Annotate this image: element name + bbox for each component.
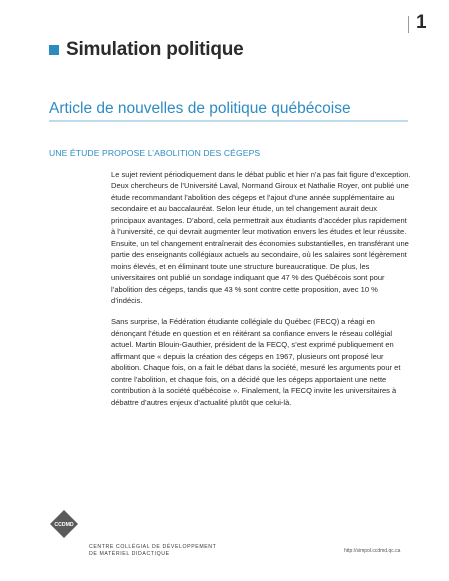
ccdmd-logo-icon — [50, 510, 78, 538]
section-heading: Article de nouvelles de politique québécoise — [49, 100, 351, 117]
logo-text: CCDMD — [54, 521, 74, 528]
page-title: Simulation politique — [66, 39, 244, 60]
section-divider — [49, 120, 408, 122]
article-body — [111, 169, 411, 408]
article-paragraph-2: Sans surprise, la Fédération étudiante collégiale du Québec (FECQ) a réagi en dénonçant l’étude en question et en réitérant sa confiance envers le réseau collégial actuel. Martin Blouin-Gauthier, président de la FECQ, s’est exprimé publiquement en affirmant que « depuis la création des cégeps en 1967, plusieurs ont proposé leur abolition. Chaque fois, on a fait le débat dans la société, mesuré les arguments pour et contre l’abolition, et chaque fois, on a décidé que les cégeps apportaient une nette contribution à la société québécoise ». Finalement, la FECQ invite les universitaires à débattre d’autres enjeux d’actualité plutôt que celui-là. — [111, 317, 401, 407]
organization-name-line-2: DE MATÉRIEL DIDACTIQUE — [89, 550, 170, 557]
article-paragraph-1: Le sujet revient périodiquement dans le débat public et hier n’a pas fait figure d’exception. Deux chercheurs de l’Université Laval, Normand Giroux et Nathalie Royer, ont publié une étude recommandant l’abolition des cégeps et l’ajout d’une année supplémentaire au secondaire et au baccalauréat. Selon leur étude, un tel changement aurait deux principaux avantages. D’abord, cela permettrait aux étudiants d’accéder plus rapidement à l’université, ce qui devrait augmenter leur motivation envers les études et leur réussite. Ensuite, un tel changement entraînerait des économies substantielles, en transférant une partie des enseignants collégiaux actuels au secondaire, où les salaires sont légèrement moins élevés, et en éliminant toute une structure bureaucratique. De plus, les universitaires ont publié un sondage indiquant que 47 % des Québécois sont pour l’abolition des cégeps, tandis que 43 % sont contre cette proposition, avec 10 % d’indécis. — [111, 170, 411, 305]
page-number-divider — [408, 16, 409, 33]
organization-name — [89, 544, 216, 557]
blue-square-icon — [49, 45, 59, 55]
page-number: 1 — [416, 12, 427, 33]
organization-name-line-1: CENTRE COLLÉGIAL DE DÉVELOPPEMENT — [89, 544, 217, 550]
article-heading: UNE ÉTUDE PROPOSE L’ABOLITION DES CÉGEPS — [49, 148, 261, 158]
website-link[interactable]: http://simpol.ccdmd.qc.ca — [344, 548, 401, 554]
